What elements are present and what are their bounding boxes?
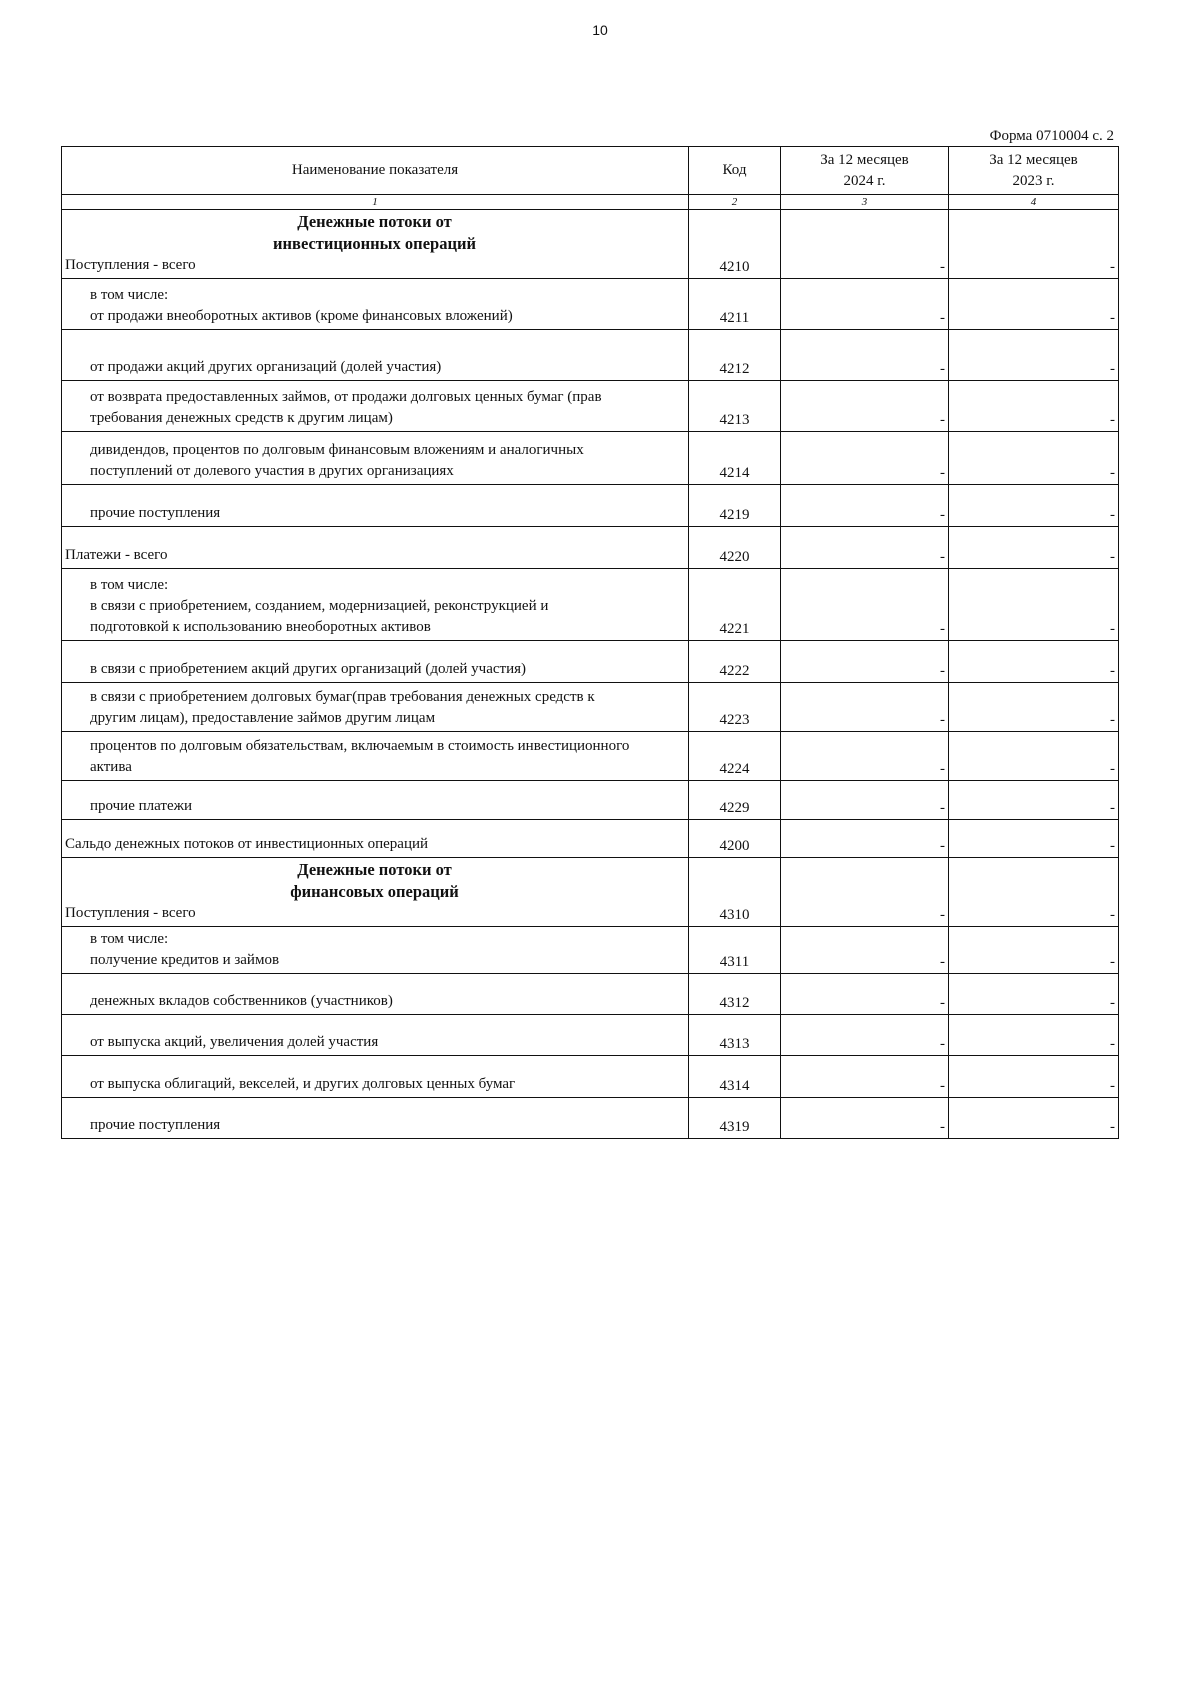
value-2023: -: [949, 927, 1119, 974]
table-row: [62, 1056, 1119, 1098]
value-2024: -: [781, 279, 949, 330]
table-row: [62, 527, 1119, 569]
table-row: [62, 432, 1119, 485]
value-2024: -: [781, 781, 949, 820]
table-row: [62, 683, 1119, 732]
row-name: [62, 432, 689, 485]
row-name: [62, 858, 689, 927]
table-row: [62, 927, 1119, 974]
row-line: денежных вкладов собственников (участников): [90, 993, 393, 1009]
row-code: 4200: [689, 820, 781, 858]
header-code: Код: [689, 147, 781, 195]
row-name: [62, 569, 689, 641]
row-line: Поступления - всего: [65, 905, 196, 921]
row-line: получение кредитов и займов: [90, 952, 280, 968]
row-code: 4314: [689, 1056, 781, 1098]
row-line: в связи с приобретением акций других организаций (долей участия): [90, 661, 527, 677]
row-name: [62, 974, 689, 1015]
row-code: 4212: [689, 330, 781, 381]
row-line: Сальдо денежных потоков от инвестиционных операций: [65, 836, 429, 852]
header-2023-line1: За 12 месяцев: [989, 151, 1078, 168]
value-2023: -: [949, 1056, 1119, 1098]
row-line: дивидендов, процентов по долговым финансовым вложениям и аналогичных: [90, 442, 584, 458]
value-2024: -: [781, 432, 949, 485]
value-2023: -: [949, 1098, 1119, 1139]
value-2023: -: [949, 732, 1119, 781]
table-row: [62, 781, 1119, 820]
row-line: от выпуска облигаций, векселей, и других долговых ценных бумаг: [90, 1076, 516, 1092]
row-code: 4311: [689, 927, 781, 974]
value-2024: -: [781, 641, 949, 683]
value-2024: -: [781, 974, 949, 1015]
row-code: 4213: [689, 381, 781, 432]
table-row: [62, 820, 1119, 858]
value-2023: -: [949, 210, 1119, 279]
header-name: Наименование показателя: [62, 147, 689, 195]
value-2024: -: [781, 927, 949, 974]
page-number: 10: [592, 22, 608, 38]
value-2023: -: [949, 683, 1119, 732]
row-code: 4219: [689, 485, 781, 527]
index-cell: 1: [62, 195, 689, 210]
value-2023: -: [949, 641, 1119, 683]
value-2024: -: [781, 858, 949, 927]
row-line: от продажи акций других организаций (долей участия): [90, 359, 442, 375]
row-line: Поступления - всего: [65, 257, 196, 273]
value-2023: -: [949, 485, 1119, 527]
value-2023: -: [949, 527, 1119, 569]
value-2024: -: [781, 569, 949, 641]
row-code: 4310: [689, 858, 781, 927]
value-2024: -: [781, 683, 949, 732]
row-line: другим лицам), предоставление займов другим лицам: [90, 710, 436, 726]
row-code: 4224: [689, 732, 781, 781]
row-code: 4214: [689, 432, 781, 485]
row-line: в связи с приобретением долговых бумаг(прав требования денежных средств к: [90, 689, 595, 705]
value-2024: -: [781, 527, 949, 569]
row-line: поступлений от долевого участия в других организациях: [90, 463, 454, 479]
table-row: [62, 381, 1119, 432]
table-row: [62, 732, 1119, 781]
table-row: [62, 210, 1119, 279]
row-name: [62, 210, 689, 279]
row-name: [62, 527, 689, 569]
table-row: [62, 330, 1119, 381]
row-name: [62, 381, 689, 432]
row-line: прочие поступления: [90, 505, 221, 521]
row-line: от продажи внеоборотных активов (кроме финансовых вложений): [90, 308, 513, 324]
section-title: Денежные потоки от: [297, 212, 452, 231]
value-2024: -: [781, 330, 949, 381]
value-2023: -: [949, 820, 1119, 858]
table-row: [62, 858, 1119, 927]
row-name: [62, 820, 689, 858]
header-2024: [781, 147, 949, 195]
value-2024: -: [781, 1056, 949, 1098]
value-2023: -: [949, 569, 1119, 641]
header-2023: [949, 147, 1119, 195]
row-code: 4313: [689, 1015, 781, 1056]
row-code: 4210: [689, 210, 781, 279]
row-name: [62, 641, 689, 683]
row-line: в связи с приобретением, созданием, модернизацией, реконструкцией и: [90, 598, 549, 614]
row-name: [62, 927, 689, 974]
row-line: процентов по долговым обязательствам, включаемым в стоимость инвестиционного: [90, 738, 630, 754]
row-line: в том числе:: [90, 931, 169, 947]
table-row: [62, 569, 1119, 641]
header-2024-line1: За 12 месяцев: [820, 151, 909, 168]
row-code: 4229: [689, 781, 781, 820]
form-label: Форма 0710004 с. 2: [989, 128, 1114, 144]
row-name: [62, 1098, 689, 1139]
value-2023: -: [949, 781, 1119, 820]
index-cell: 3: [781, 195, 949, 210]
row-line: от возврата предоставленных займов, от продажи долговых ценных бумаг (прав: [90, 389, 602, 405]
header-row: [62, 147, 1119, 195]
table-row: [62, 485, 1119, 527]
row-code: 4220: [689, 527, 781, 569]
row-line: прочие поступления: [90, 1117, 221, 1133]
row-name: [62, 330, 689, 381]
value-2023: -: [949, 858, 1119, 927]
value-2024: -: [781, 1098, 949, 1139]
value-2023: -: [949, 279, 1119, 330]
row-name: [62, 279, 689, 330]
section-title: инвестиционных операций: [273, 234, 476, 253]
table-row: [62, 1098, 1119, 1139]
index-cell: 4: [949, 195, 1119, 210]
row-line: требования денежных средств к другим лицам): [90, 410, 393, 426]
row-code: 4319: [689, 1098, 781, 1139]
value-2023: -: [949, 381, 1119, 432]
value-2024: -: [781, 210, 949, 279]
header-2023-line2: 2023 г.: [1012, 172, 1055, 189]
table-row: [62, 279, 1119, 330]
index-cell: 2: [689, 195, 781, 210]
row-line: в том числе:: [90, 287, 169, 303]
value-2024: -: [781, 485, 949, 527]
row-line: подготовкой к использованию внеоборотных активов: [90, 619, 431, 635]
value-2023: -: [949, 330, 1119, 381]
row-name: [62, 485, 689, 527]
table-row: [62, 641, 1119, 683]
row-name: [62, 1015, 689, 1056]
value-2023: -: [949, 432, 1119, 485]
cash-flow-table: [61, 146, 1119, 1139]
value-2023: -: [949, 1015, 1119, 1056]
header-2024-line2: 2024 г.: [843, 172, 886, 189]
row-name: [62, 732, 689, 781]
row-code: 4211: [689, 279, 781, 330]
row-name: [62, 1056, 689, 1098]
row-name: [62, 781, 689, 820]
section-title: Денежные потоки от: [297, 860, 452, 879]
section-title: финансовых операций: [290, 882, 459, 901]
row-code: 4221: [689, 569, 781, 641]
row-line: от выпуска акций, увеличения долей участия: [90, 1034, 379, 1050]
row-code: 4222: [689, 641, 781, 683]
row-code: 4223: [689, 683, 781, 732]
row-line: Платежи - всего: [65, 547, 168, 563]
row-code: 4312: [689, 974, 781, 1015]
value-2024: -: [781, 732, 949, 781]
table-row: [62, 974, 1119, 1015]
value-2024: -: [781, 820, 949, 858]
value-2023: -: [949, 974, 1119, 1015]
table-row: [62, 1015, 1119, 1056]
row-line: в том числе:: [90, 577, 169, 593]
index-row: [62, 195, 1119, 210]
row-line: актива: [90, 759, 132, 775]
value-2024: -: [781, 1015, 949, 1056]
row-name: [62, 683, 689, 732]
value-2024: -: [781, 381, 949, 432]
row-line: прочие платежи: [90, 798, 193, 814]
